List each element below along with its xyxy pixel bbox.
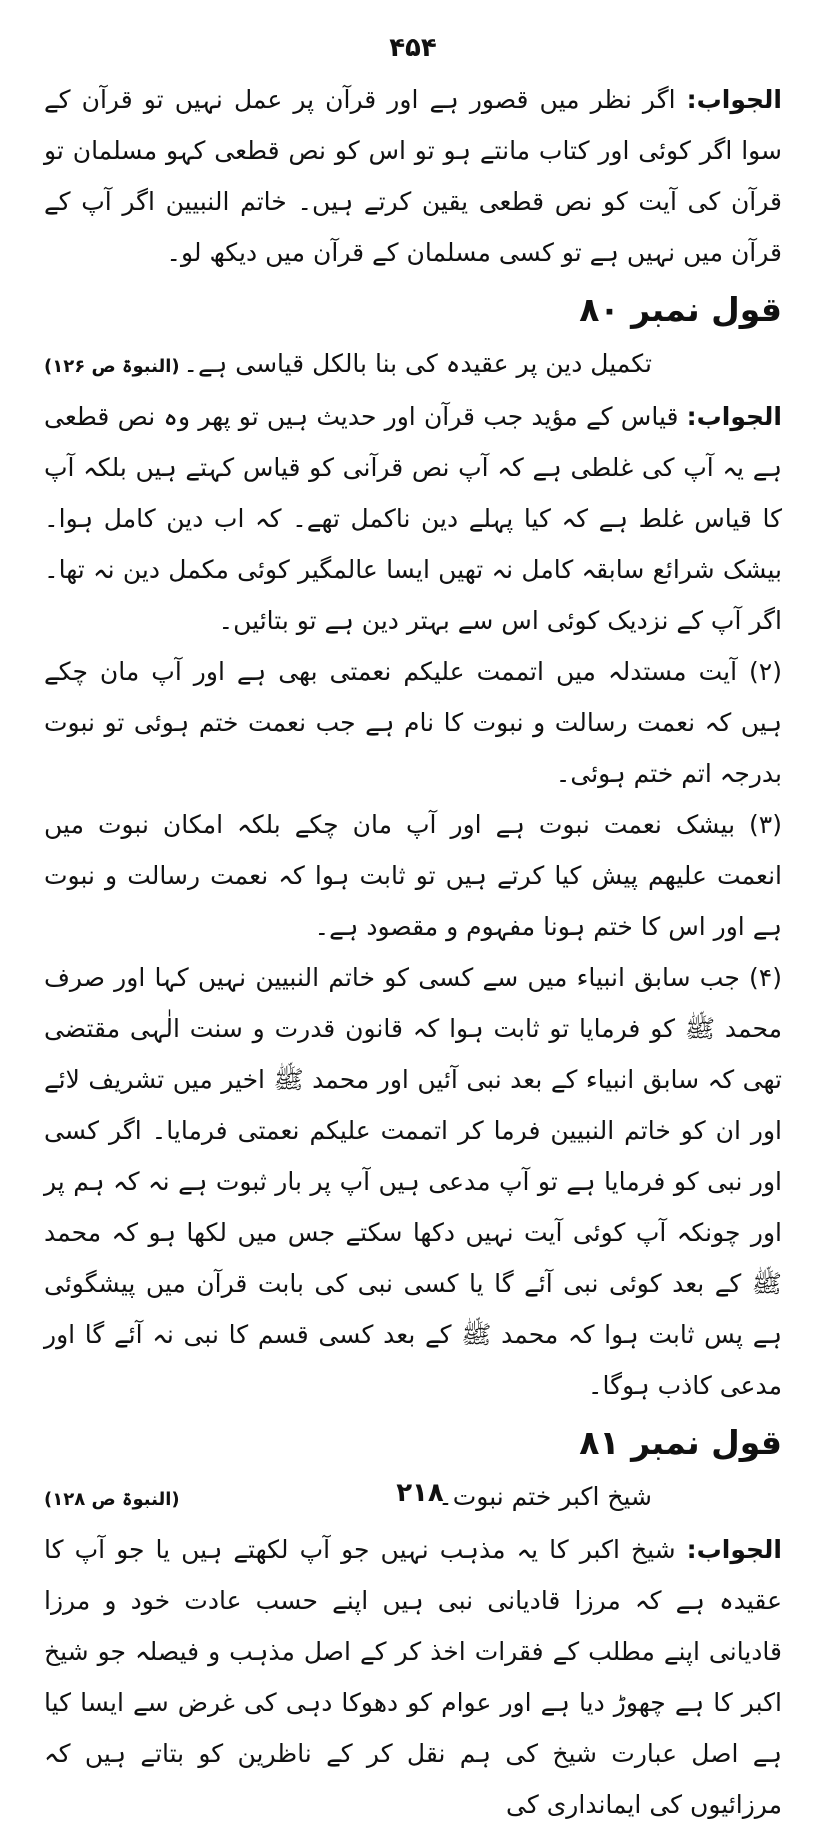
numbered-paragraph-4: (۴) جب سابق انبیاء میں سے کسی کو خاتم النبیین نہیں کہا اور صرف محمد ﷺ کو فرمایا تو ثابت ہوا کہ قانون قدرت و سنت الٰہی مقتضی تھی کہ سابق انبیاء کے بعد نبی آئیں اور محمد ﷺ اخیر میں تشریف لائے اور ان کو خاتم النبیین فرما کر اتممت علیکم نعمتی فرمایا۔ اگر کسی اور نبی کو فرمایا ہے تو آپ مدعی ہیں آپ پر بار ثبوت ہے نہ کہ ہم پر اور چونکہ آپ کوئی آیت نہیں دکھا سکتے جس میں لکھا ہو کہ محمد ﷺ کے بعد کوئی نبی آئے گا یا کسی نبی کی بابت قرآن میں پیشگوئی ہے پس ثابت ہوا کہ محمد ﷺ کے بعد کسی قسم کا نبی نہ آئے گا اور مدعی کاذب ہوگا۔ <box>44 963 782 1400</box>
answer-text: شیخ اکبر کا یہ مذہب نہیں جو آپ لکھتے ہیں یا جو آپ کا عقیدہ ہے کہ مرزا قادیانی نبی ہیں اپنے حسب عادت خود و مرزا قادیانی اپنے مطلب کے فقرات اخذ کر کے اصل مذہب و فیصلہ جو شیخ اکبر کا ہے چھوڑ دیا ہے اور عوام کو دھوکا دہی کی غرض سے ایسا کیا ہے اصل عبارت شیخ کی ہم نقل کر کے ناظرین کو بتاتے ہیں کہ مرزائیوں کی ایمانداری کی <box>44 1535 782 1819</box>
answer-paragraph <box>44 391 782 646</box>
quote-text: شیخ اکبر ختم نبوت۔ <box>438 1482 652 1511</box>
answer-lead: الجواب: <box>686 402 782 431</box>
page-number-top: ۴۵۴ <box>389 33 437 63</box>
page-number-bottom: ۲۱۸ <box>396 1478 444 1508</box>
numbered-paragraph-3: (۳) بیشک نعمت نبوت ہے اور آپ مان چکے بلکہ امکان نبوت میں انعمت علیھم پیش کیا کرتے ہیں تو ثابت ہوا کہ نعمت رسالت و نبوت ہے اور اس کا ختم ہونا مفہوم و مقصود ہے۔ <box>44 810 782 941</box>
answer-text: اگر نظر میں قصور ہے اور قرآن پر عمل نہیں تو قرآن کے سوا اگر کوئی اور کتاب مانتے ہو تو اس کو نص قطعی کہو مسلمان تو قرآن کی آیت کو نص قطعی یقین کرتے ہیں۔ خاتم النبیین اگر آپ کے قرآن میں نہیں ہے تو کسی مسلمان کے قرآن میں دیکھ لو۔ <box>44 85 782 267</box>
answer-text: قیاس کے مؤید جب قرآن اور حدیث ہیں تو پھر وہ نص قطعی ہے یہ آپ کی غلطی ہے کہ آپ نص قرآنی کو قیاس کہتے ہیں بلکہ آپ کا قیاس غلط ہے کہ کیا پہلے دین ناکمل تھے۔ کہ اب دین کامل ہوا۔ بیشک شرائع سابقہ کامل نہ تھیں ایسا عالمگیر کوئی مکمل دین نہ تھا۔ اگر آپ کے نزدیک کوئی اس سے بہتر دین ہے تو بتائیں۔ <box>44 402 782 635</box>
quote-text: تکمیل دین پر عقیدہ کی بنا بالکل قیاسی ہے۔ <box>183 349 652 378</box>
answer-paragraph <box>44 1524 782 1830</box>
section-heading: قول نمبر ۸۱ <box>579 1423 782 1462</box>
quote-reference: (النبوۃ ص ۱۲۶) <box>44 356 180 377</box>
numbered-paragraph-2: (۲) آیت مستدلہ میں اتممت علیکم نعمتی بھی ہے اور آپ مان چکے ہیں کہ نعمت رسالت و نبوت کا نام ہے جب نعمت ختم ہوئی تو نبوت بدرجہ اتم ختم ہوئی۔ <box>44 657 782 788</box>
quote-line <box>44 340 782 391</box>
answer-lead: الجواب: <box>686 1535 782 1564</box>
answer-lead: الجواب: <box>686 85 782 114</box>
answer-paragraph <box>44 74 782 278</box>
quote-reference: (النبوۃ ص ۱۲۸) <box>44 1489 180 1510</box>
section-heading: قول نمبر ۸۰ <box>579 290 782 329</box>
